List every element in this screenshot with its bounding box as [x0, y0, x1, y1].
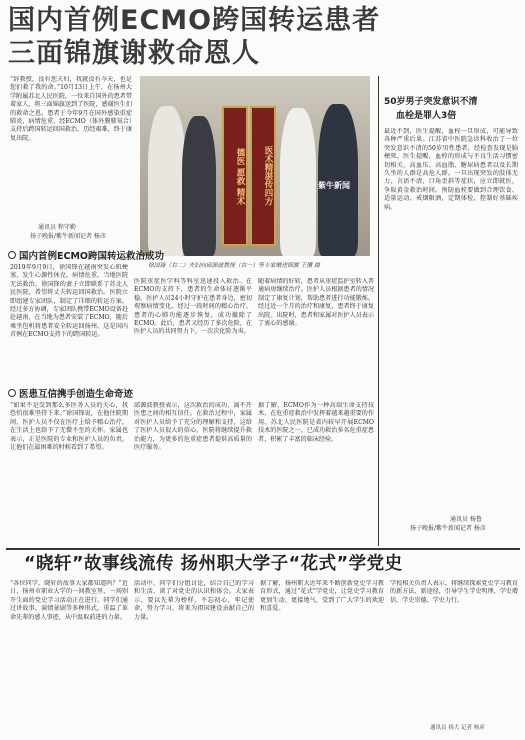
column-divider	[378, 76, 379, 546]
section-marker-icon	[8, 251, 16, 259]
person-3	[280, 108, 316, 256]
section-1-title	[8, 248, 268, 262]
bottom-col-1: “各位同学，晓轩的故事大家都知道吗？”近日，扬州市职业大学的一间教室里，一场别开生面的党史学习活动正在进行。同学们通过讲故事、演情景剧等多种形式，重温了革命先辈的感人事迹，从中汲取前进的力量。	[10, 580, 128, 621]
section-2-col-2: 邱源波教授表示，这次救治的成功，离不开医患之间的相互信任。在救治过程中，家属对医护人员给予了充分的理解和支持，这给了医护人员很大的信心。医院将继续提升救治能力，为更多的危重症患者提供高质量的医疗服务。	[134, 402, 252, 452]
bottom-story-rule	[6, 548, 520, 550]
award-photo	[140, 76, 370, 256]
bottom-headline: “晓轩”故事线流传 扬州职大学子“花式”学党史	[24, 554, 403, 574]
lead-author-2: 扬子晚报/紫牛新闻记者 杨彦	[30, 233, 106, 240]
section-1-title-text: 国内首例ECMO跨国转运救治成功	[19, 251, 164, 262]
main-headline-line1: 国内首例ECMO跨国转运患者	[8, 5, 381, 36]
lead-author: 通讯员 程守勤	[38, 224, 76, 231]
section-1-col-3: 随着病情的好转，患者从重症监护室转入普通病房继续治疗。医护人员根据患者的情况制定了康复计划，帮助患者进行功能锻炼。经过近一个月的治疗和康复，患者终于康复出院。出院时，患者和家属对医护人员表示了衷心的感谢。	[258, 278, 374, 328]
bottom-author: 通讯员 扬大 记者 杨彦	[430, 725, 485, 731]
sidebar-title-line2: 血栓是罪人3倍	[396, 111, 457, 121]
section-1-col-2: 医院重症医学科等科室迅速投入救治。在ECMO的支持下，患者的生命体征逐渐平稳。医护人员24小时守护在患者身边，密切观察病情变化。经过一段时间的精心治疗，患者的心肺功能逐步恢复，成功撤除了ECMO。此后，患者又经历了多次危险，在医护人员的共同努力下，一次次化险为夷。	[134, 278, 252, 336]
main-headline-line2: 三面锦旗谢救命恩人	[8, 38, 260, 69]
sidebar-author: 通讯员 杨鲁	[450, 516, 482, 523]
sidebar-title-line1: 50岁男子突发意识不清	[384, 97, 478, 107]
photo-caption: 徐国锋（右二）夫妇向邱源波教授（右一）等专家赠送锦旗 王懂 摄	[148, 263, 320, 269]
person-1	[148, 106, 186, 256]
banner-right: 医术精湛传四方	[250, 106, 276, 246]
section-1-col-1: 2019年9月9日，徐国锋在越南突发心肌梗塞，发生心源性休克，病情危重，当地医院无法救治。徐国锋的妻子立即联系了苏北人民医院，希望将丈夫转运回国救治。医院立即组建专家团队，制定了详细的转运方案。经过多方协调，专家团队携带ECMO设备赶赴越南，在当地为患者安装了ECMO，随后乘坐包机将患者安全转运回扬州。这是国内首例在ECMO支持下的跨国转运。	[10, 264, 128, 339]
section-2-title	[8, 386, 268, 400]
bottom-col-2: 活动中，同学们分组讨论，结合自己的学习和生活，谈了对党史的认识和体会。大家表示，要以先辈为榜样，不忘初心，牢记使命，努力学习，将来为祖国建设贡献自己的力量。	[134, 580, 254, 621]
banner-left: 德医 愿救 精术	[222, 106, 248, 246]
section-marker-icon	[8, 389, 16, 397]
section-2-title-text: 医患互信携手创造生命奇迹	[19, 389, 134, 400]
bottom-col-4: 学校相关负责人表示，将继续探索党史学习教育的新方法、新途径，引导学生学史明理、学史增信、学史崇德、学史力行。	[390, 580, 518, 604]
section-2-col-1: “如果不是受到那么多医务人员的关心，我恐怕很难坚持下来。”徐国锋说，在他住院期间，医护人员不仅在医疗上给予精心治疗，在生活上也给予了无微不至的关怀。家属也表示，正是医院的专业和医护人员的负责，让他们在最困难的时候看到了希望。	[10, 402, 128, 452]
sidebar-paragraph: 最近不到，医生提醒，血栓一旦形成，可能导致各种严重后果。江苏省中医院急诊科收治了一位突发意识不清的50岁男性患者，经检查发现是脑梗死。医生提醒，血栓的形成与不良生活习惯密切相关，高血压、高血脂、糖尿病患者以及长期久坐的人群是高危人群。一旦出现突发的肢体无力、言语不清、口角歪斜等症状，应立即就医，争取黄金救治时间。预防血栓要做到合理饮食、适量运动、戒烟限酒，定期体检，控制好基础疾病。	[384, 128, 518, 211]
photo-watermark: 紫牛新闻	[318, 181, 350, 190]
bottom-col-3: 据了解，扬州职大近年来不断创新党史学习教育形式，通过“花式”学党史，让党史学习教育更加生动、更接地气，受到了广大学生的欢迎和喜爱。	[260, 580, 384, 613]
person-2	[182, 116, 216, 256]
sidebar-author-2: 扬子晚报/紫牛新闻记者 杨彦	[410, 525, 486, 532]
lead-paragraph: “辞教授，没有您夫妇，我就没有今天，也是您们救了我的命。”10月13日上午，在扬州大学附属苏北人民医院，一位来自国外的患者带着家人，将三面锦旗送到了医院，感谢医生们的救命之恩。患者于今年9月在国外感染重症肺炎，病情危重，经ECMO（体外膜肺氧合）支持后跨国转运回国救治，历经艰难，终于康复出院。	[10, 76, 132, 142]
section-2-col-3: 据了解，ECMO作为一种高端生命支持技术，在危重症救治中发挥着越来越重要的作用。苏北人民医院是省内较早开展ECMO技术的医院之一，已成功救治多名危重症患者，积累了丰富的临床经验。	[258, 402, 374, 443]
